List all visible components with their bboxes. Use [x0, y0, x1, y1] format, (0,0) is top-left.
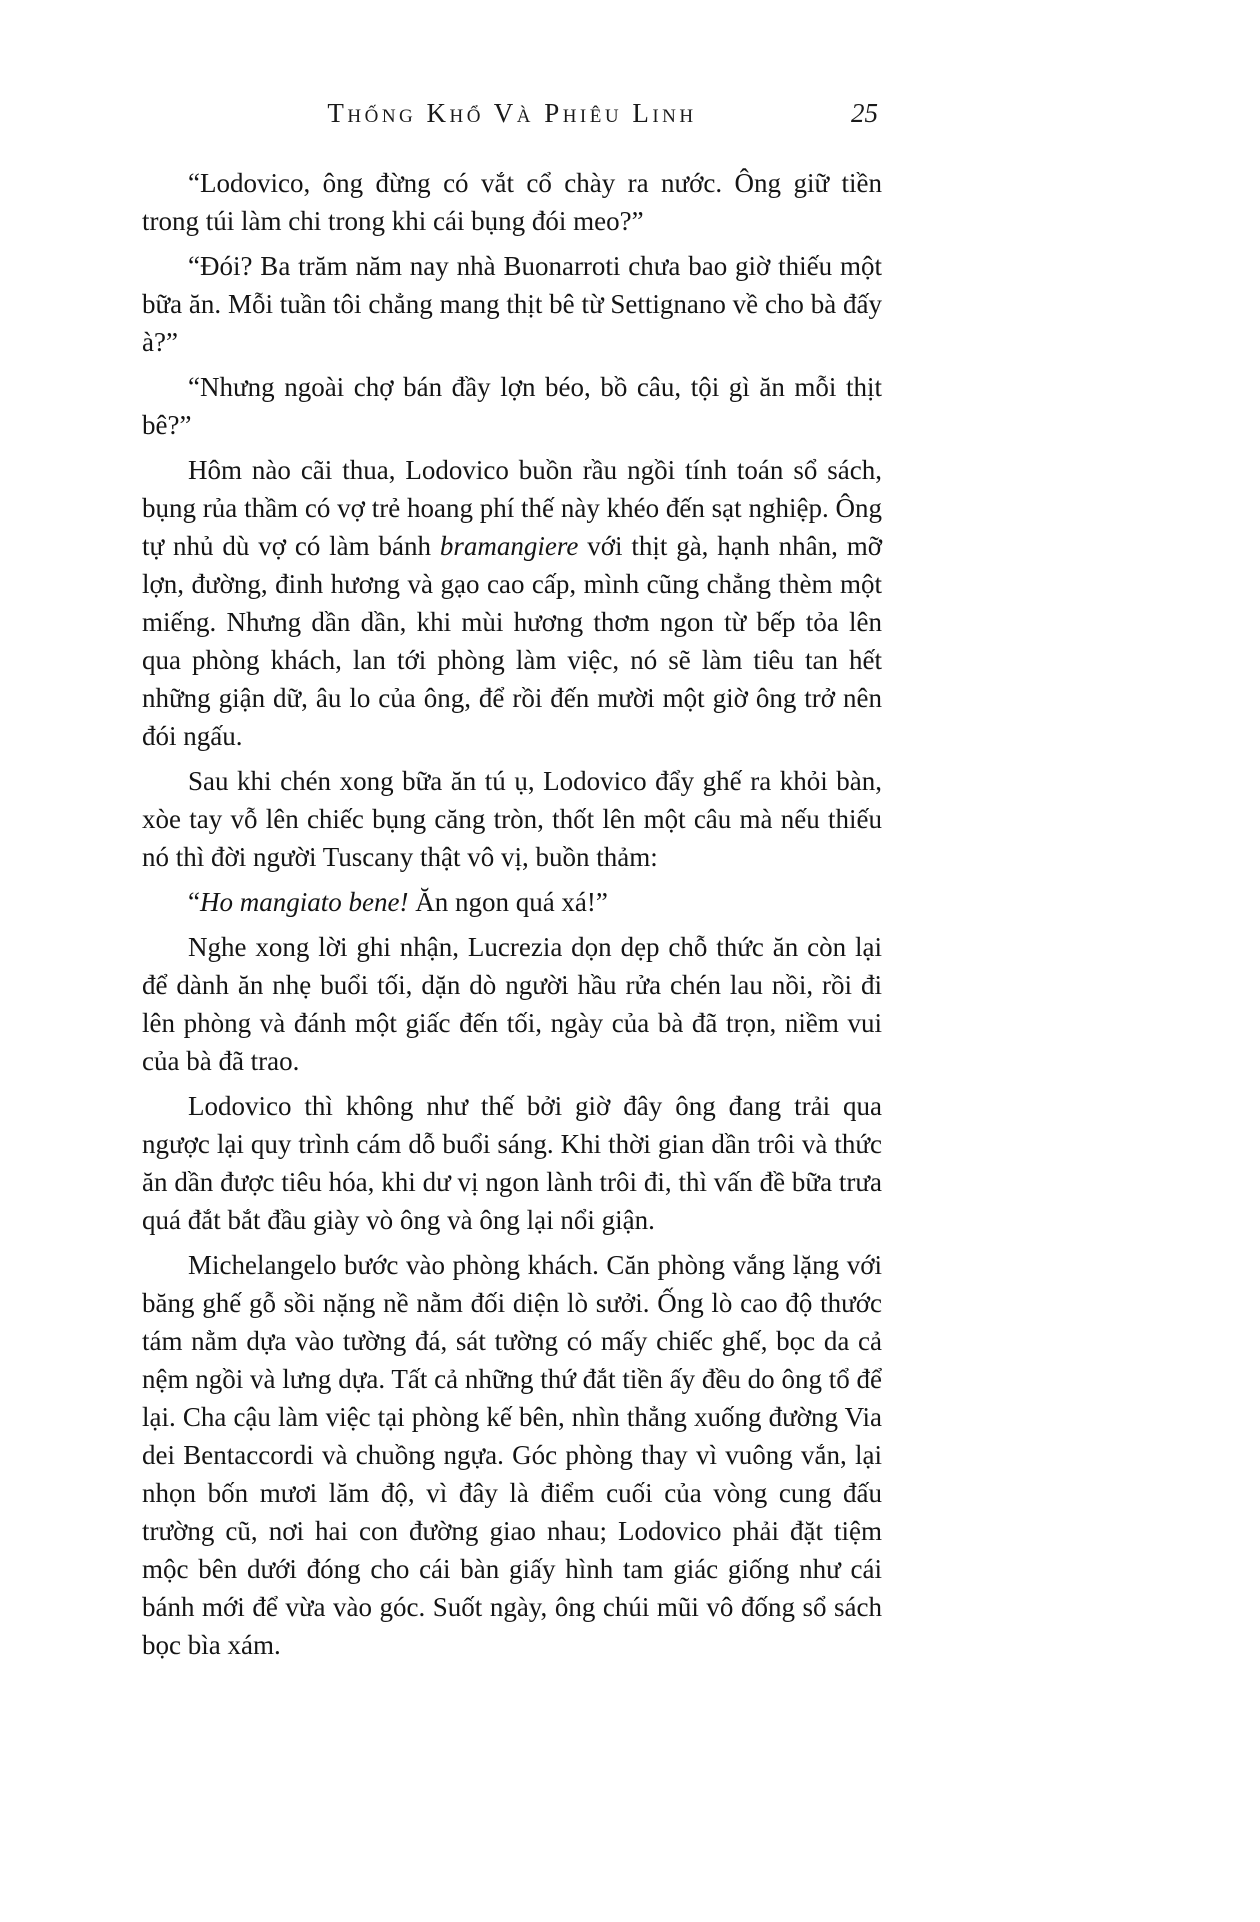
- text-run: Michelangelo bước vào phòng khách. Căn phòng vắng lặng với băng ghế gỗ sồi nặng nề nằm đối diện lò sưởi. Ống lò cao độ thước tám nằm dựa vào tường đá, sát tường có mấy chiếc ghế, bọc da cả nệm ngồi và lưng dựa. Tất cả những thứ đắt tiền ấy đều do ông tổ để lại. Cha cậu làm việc tại phòng kế bên, nhìn thẳng xuống đường Via dei Bentaccordi và chuồng ngựa. Góc phòng thay vì vuông vắn, lại nhọn bốn mươi lăm độ, vì đây là điểm cuối của vòng cung đấu trường cũ, nơi hai con đường giao nhau; Lodovico phải đặt tiệm mộc bên dưới đóng cho cái bàn giấy hình tam giác giống như cái bánh mới để vừa vào góc. Suốt ngày, ông chúi mũi vô đống sổ sách bọc bìa xám.: [142, 1250, 882, 1660]
- paragraph: [142, 451, 882, 755]
- text-run: “: [188, 887, 200, 917]
- body-text: [142, 164, 882, 1664]
- text-run: Lodovico thì không như thế bởi giờ đây ông đang trải qua ngược lại quy trình cám dỗ buổi sáng. Khi thời gian dần trôi và thức ăn dần được tiêu hóa, khi dư vị ngon lành trôi đi, thì vấn đề bữa trưa quá đắt bắt đầu giày vò ông và ông lại nổi giận.: [142, 1091, 882, 1235]
- paragraph: [142, 883, 882, 921]
- italic-text-run: bramangiere: [439, 531, 579, 561]
- paragraph: [142, 368, 882, 444]
- page-header-title: Thống Khổ Và Phiêu Linh: [327, 98, 697, 128]
- text-run: “Lodovico, ông đừng có vắt cổ chày ra nước. Ông giữ tiền trong túi làm chi trong khi cái bụng đói meo?”: [142, 168, 882, 236]
- page-number: 25: [851, 98, 878, 128]
- paragraph: [142, 1246, 882, 1664]
- text-run: Sau khi chén xong bữa ăn tú ụ, Lodovico đẩy ghế ra khỏi bàn, xòe tay vỗ lên chiếc bụng căng tròn, thốt lên một câu mà nếu thiếu nó thì đời người Tuscany thật vô vị, buồn thảm:: [142, 766, 882, 872]
- text-run: Hôm nào cãi thua, Lodovico buồn rầu ngồi tính toán sổ sách, bụng rủa thầm có vợ trẻ hoang phí thế này khéo đến sạt nghiệp. Ông tự nhủ dù vợ có làm bánh: [142, 455, 882, 561]
- text-column: [142, 96, 882, 1671]
- paragraph: [142, 1087, 882, 1239]
- text-run: “Nhưng ngoài chợ bán đầy lợn béo, bồ câu, tội gì ăn mỗi thịt bê?”: [142, 372, 882, 440]
- paragraph: [142, 928, 882, 1080]
- text-run: Nghe xong lời ghi nhận, Lucrezia dọn dẹp chỗ thức ăn còn lại để dành ăn nhẹ buổi tối, dặn dò người hầu rửa chén lau nồi, rồi đi lên phòng và đánh một giấc đến tối, ngày của bà đã trọn, niềm vui của bà đã trao.: [142, 932, 882, 1076]
- paragraph: [142, 247, 882, 361]
- italic-text-run: Ho mangiato bene!: [199, 887, 409, 917]
- text-run: Ăn ngon quá xá!”: [408, 887, 608, 917]
- text-run: với thịt gà, hạnh nhân, mỡ lợn, đường, đinh hương và gạo cao cấp, mình cũng chẳng thèm một miếng. Nhưng dần dần, khi mùi hương thơm ngon từ bếp tỏa lên qua phòng khách, lan tới phòng làm việc, nó sẽ làm tiêu tan hết những giận dữ, âu lo của ông, để rồi đến mười một giờ ông trở nên đói ngấu.: [142, 531, 882, 751]
- paragraph: [142, 164, 882, 240]
- running-header: [142, 96, 882, 140]
- paragraph: [142, 762, 882, 876]
- text-run: “Đói? Ba trăm năm nay nhà Buonarroti chưa bao giờ thiếu một bữa ăn. Mỗi tuần tôi chẳng mang thịt bê từ Settignano về cho bà đấy à?”: [142, 251, 882, 357]
